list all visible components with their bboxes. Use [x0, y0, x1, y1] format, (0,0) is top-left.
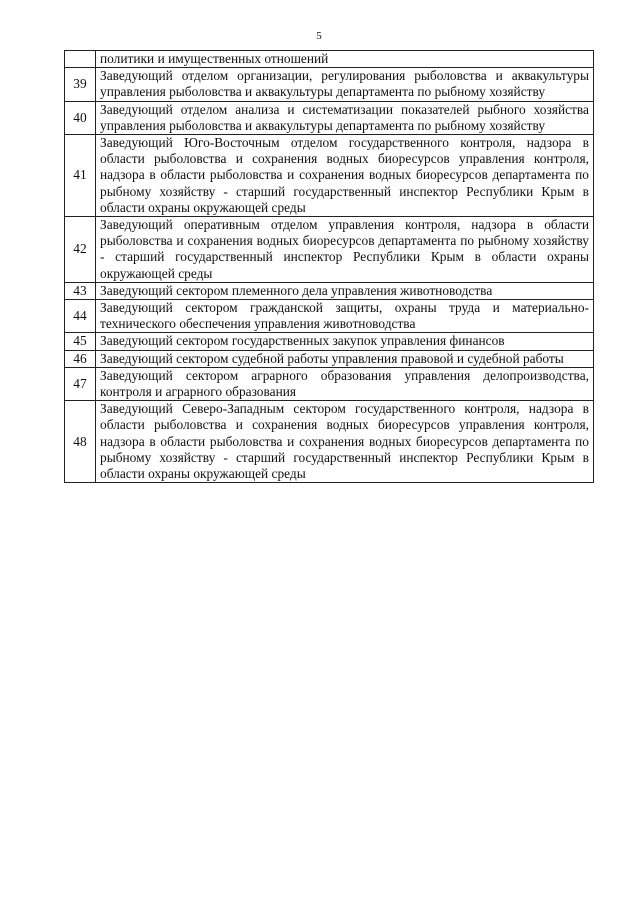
position-title: Заведующий сектором гражданской защиты, охраны труда и материально-технического обеспечения управления животноводства	[96, 300, 594, 333]
row-number: 42	[65, 217, 96, 283]
table-row	[65, 68, 594, 101]
table-row	[65, 350, 594, 367]
page-number: 5	[316, 30, 322, 42]
table-row	[65, 300, 594, 333]
position-title: Заведующий отделом анализа и систематизации показателей рыбного хозяйства управления рыболовства и аквакультуры департамента по рыбному хозяйству	[96, 101, 594, 134]
position-title: политики и имущественных отношений	[96, 51, 594, 68]
row-number: 44	[65, 300, 96, 333]
table-row	[65, 401, 594, 483]
row-number: 43	[65, 282, 96, 299]
row-number: 41	[65, 135, 96, 217]
row-number: 39	[65, 68, 96, 101]
table-row	[65, 135, 594, 217]
row-number: 45	[65, 333, 96, 350]
row-number: 46	[65, 350, 96, 367]
position-title: Заведующий отделом организации, регулирования рыболовства и аквакультуры управления рыболовства и аквакультуры департамента по рыбному хозяйству	[96, 68, 594, 101]
row-number: 40	[65, 101, 96, 134]
position-title: Заведующий сектором племенного дела управления животноводства	[96, 282, 594, 299]
table-row	[65, 333, 594, 350]
table-row	[65, 101, 594, 134]
row-number: 48	[65, 401, 96, 483]
positions-table	[64, 50, 594, 483]
position-title: Заведующий Северо-Западным сектором государственного контроля, надзора в области рыболовства и сохранения водных биоресурсов управления контроля, надзора в области рыболовства и сохранения водных биоресурсов департамента по рыбному хозяйству - старший государственный инспектор Республики Крым в области охраны окружающей среды	[96, 401, 594, 483]
row-number: 47	[65, 367, 96, 400]
table-row	[65, 217, 594, 283]
position-title: Заведующий оперативным отделом управления контроля, надзора в области рыболовства и сохранения водных биоресурсов департамента по рыбному хозяйству - старший государственный инспектор Республики Крым в области охраны окружающей среды	[96, 217, 594, 283]
row-number	[65, 51, 96, 68]
position-title: Заведующий сектором аграрного образования управления делопроизводства, контроля и аграрного образования	[96, 367, 594, 400]
position-title: Заведующий Юго-Восточным отделом государственного контроля, надзора в области рыболовства и сохранения водных биоресурсов управления контроля, надзора в области рыболовства и сохранения водных биоресурсов департамента по рыбному хозяйству - старший государственный инспектор Республики Крым в области охраны окружающей среды	[96, 135, 594, 217]
table-row	[65, 51, 594, 68]
table-row	[65, 367, 594, 400]
position-title: Заведующий сектором судебной работы управления правовой и судебной работы	[96, 350, 594, 367]
table-row	[65, 282, 594, 299]
position-title: Заведующий сектором государственных закупок управления финансов	[96, 333, 594, 350]
